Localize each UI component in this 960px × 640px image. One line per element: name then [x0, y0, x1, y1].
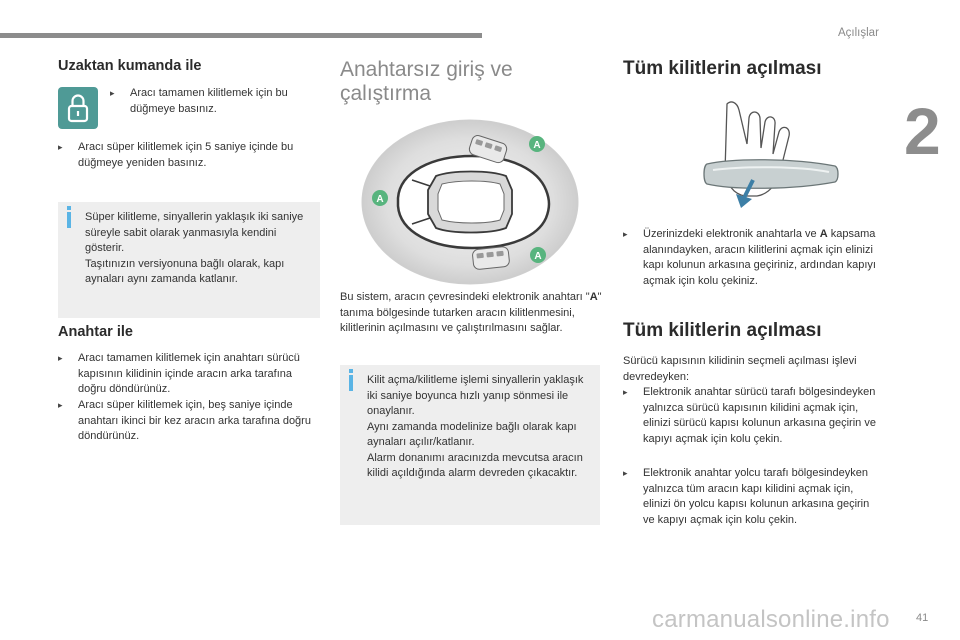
passenger-side-bullet: ▸ Elektronik anahtar yolcu tarafı bölgesindeyken yalnızca tüm aracın kapı kilidini açmak için, elinizi ön yolcu kapısı kolunun arkasına geçirin ve kapıyı açmak için kolu çekin.: [623, 467, 870, 526]
info-icon: [349, 375, 353, 391]
svg-text:A: A: [376, 194, 384, 205]
door-handle-icon: [704, 160, 838, 189]
zone-badge-a: [529, 136, 545, 152]
key-superlock-bullet: ▸ Aracı süper kilitlemek için, beş saniye içinde anahtarı ikinci bir kez aracın arka tarafına doğru döndürünüz.: [58, 399, 311, 442]
lock-button-icon: [58, 87, 98, 129]
remote-superlock-bullet: ▸ Aracı süper kilitlemek için 5 saniye içinde bu düğmeye yeniden basınız.: [58, 141, 294, 169]
chapter-number: 2: [904, 94, 941, 168]
info-note-signals: Kilit açma/kilitleme işlemi sinyallerin yaklaşık iki saniye boyunca hızlı yanıp sönmesi ile onaylanır. Aynı zamanda modelinize bağlı olarak kapı aynaları açılır/katlanır. Alarm donanımı aracınızda mevcutsa aracın kilidi açıldığında alarm devreden çıkacaktır.: [340, 365, 600, 525]
selective-unlock-heading: Tüm kilitlerin açılması: [623, 320, 822, 341]
svg-text:A: A: [533, 140, 541, 151]
svg-text:A: A: [534, 251, 542, 262]
header-rule: [0, 33, 482, 38]
unlock-all-heading: Tüm kilitlerin açılması: [623, 58, 822, 79]
lock-icon: [58, 87, 98, 129]
key-lock-bullet: ▸ Aracı tamamen kilitlemek için anahtarı sürücü kapısının kilidinin içinde aracın arka tarafına doğru döndürünüz.: [58, 352, 300, 395]
door-handle-illustration: [703, 96, 843, 216]
info-icon: [67, 212, 71, 228]
remote-control-heading: Uzaktan kumanda ile: [58, 58, 202, 74]
section-label: Açılışlar: [838, 27, 879, 39]
key-heading: Anahtar ile: [58, 324, 133, 340]
page-number: 41: [916, 612, 929, 624]
key-fob-icon: [472, 246, 510, 270]
selective-unlock-intro: Sürücü kapısının kilidinin seçmeli açılması işlevi devredeyken:: [623, 355, 857, 383]
bullet-marker-icon: ▸: [110, 88, 115, 98]
unlock-all-bullet: ▸ Üzerinizdeki elektronik anahtarla ve A kapsama alanındayken, aracın kilitlerini açmak için elinizi kapı kolunun arkasına geçiriniz, ardından kapıyı açmak için kolu çekiniz.: [623, 228, 876, 287]
zone-badge-a: [530, 247, 546, 263]
remote-lock-bullet: ▸ Aracı tamamen kilitlemek için bu düğmeye basınız.: [110, 87, 288, 115]
car-zone-illustration: [340, 114, 600, 290]
driver-side-bullet: ▸ Elektronik anahtar sürücü tarafı bölgesindeyken yalnızca sürücü kapısının kilidini açmak için, elinizi sürücü kapısı kolunun arkasına geçirin ve kapıyı açmak için kolu çekin.: [623, 386, 876, 445]
keyless-description: Bu sistem, aracın çevresindeki elektronik anahtarı "A" tanıma bölgesinde tutarken aracın kilitlenmesini, kilitlerinin açılmasını ve çalıştırılmasını sağlar.: [340, 291, 602, 334]
bullet-marker-icon: ▸: [623, 468, 628, 478]
bullet-marker-icon: ▸: [58, 142, 63, 152]
zone-badge-a: [372, 190, 388, 206]
car-top-view-icon: [398, 156, 549, 248]
keyless-entry-title: Anahtarsız giriş ve çalıştırma: [340, 58, 513, 105]
info-note-superlock: Süper kilitleme, sinyallerin yaklaşık iki saniye süreyle sabit olarak yanmasıyla kendini gösterir. Taşıtınızın versiyonuna bağlı olarak, kapı aynaları aynı zamanda katlanır.: [58, 202, 320, 318]
bullet-marker-icon: ▸: [623, 387, 628, 397]
bullet-marker-icon: ▸: [623, 229, 628, 239]
watermark: carmanualsonline.info: [652, 606, 890, 633]
bullet-marker-icon: ▸: [58, 353, 63, 363]
bullet-marker-icon: ▸: [58, 400, 63, 410]
